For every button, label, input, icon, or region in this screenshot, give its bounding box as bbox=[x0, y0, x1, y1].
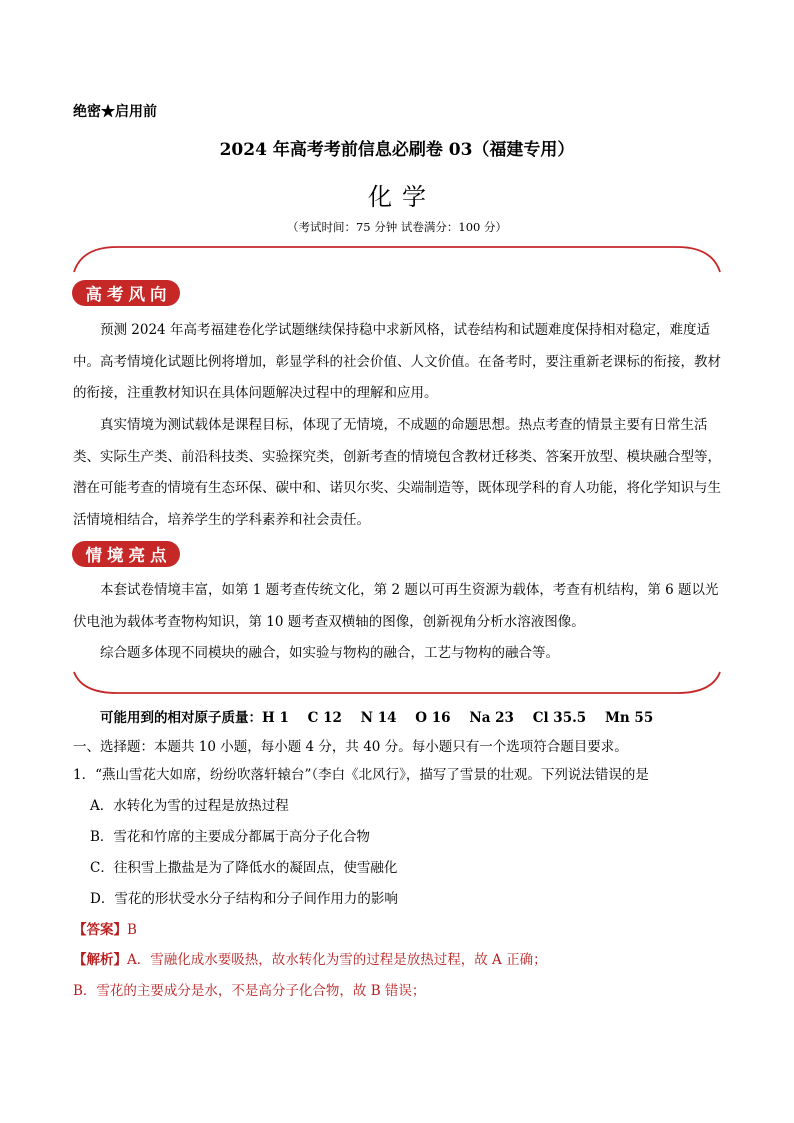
top-arc-divider bbox=[72, 244, 722, 274]
highlight-paragraph-2: 综合题多体现不同模块的融合，如实验与物构的融合，工艺与物构的融合等。 bbox=[100, 645, 559, 661]
page-title: 2024 年高考考前信息必刷卷 03（福建专用） bbox=[219, 140, 575, 160]
analysis-line-2: B．雪花的主要成分是水，不是高分子化合物，故 B 错误； bbox=[73, 983, 426, 999]
subject-title: 化学 bbox=[368, 183, 436, 211]
badge-highlight bbox=[72, 541, 180, 567]
atomic-masses: 可能用到的相对原子质量：H 1 C 12 N 14 O 16 Na 23 Cl 35.5 Mn 55 bbox=[100, 710, 654, 726]
analysis-text-1: A．雪融化成水要吸热，故水转化为雪的过程是放热过程，故 A 正确； bbox=[127, 952, 547, 968]
answer-label: 【答案】 bbox=[73, 922, 127, 938]
option-d: D．雪花的形状受水分子结构和分子间作用力的影响 bbox=[90, 891, 398, 907]
trend-paragraph-2: 真实情境为测试载体是课程目标，体现了无情境，不成题的命题思想。热点考查的情景主要有日常生活类、实际生产类、前沿科技类、实验探究类，创新考查的情境包含教材迁移类、答案开放型、模块融合型等，潜在可能考查的情境有生态环保、碳中和、诺贝尔奖、尖端制造等，既体现学科的育人功能，将化学知识与生活情境相结合，培养学生的学科素养和社会责任。 bbox=[73, 417, 721, 528]
bottom-arc-divider bbox=[72, 670, 722, 696]
badge-highlight-label: 情境亮点 bbox=[85, 546, 172, 565]
badge-trend bbox=[72, 280, 180, 306]
trend-paragraph-1: 预测 2024 年高考福建卷化学试题继续保持稳中求新风格，试卷结构和试题难度保持相对稳定，难度适中。高考情境化试题比例将增加，彰显学科的社会价值、人文价值。在备考时，要注重新老课标的衔接，教材的衔接，注重教材知识在具体问题解决过程中的理解和应用。 bbox=[73, 322, 721, 401]
analysis-line-1 bbox=[73, 948, 547, 968]
option-a: A．水转化为雪的过程是放热过程 bbox=[90, 798, 289, 814]
secret-mark: 绝密★启用前 bbox=[73, 104, 157, 120]
highlight-paragraph-1: 本套试卷情境丰富，如第 1 题考查传统文化，第 2 题以可再生资源为载体，考查有机结构，第 6 题以光伏电池为载体考查物构知识，第 10 题考查双横轴的图像，创新视角分析水溶液图像。 bbox=[73, 582, 719, 630]
answer-line bbox=[73, 918, 137, 938]
option-b: B．雪花和竹席的主要成分都属于高分子化合物 bbox=[90, 829, 370, 845]
badge-trend-label: 高考风向 bbox=[85, 285, 172, 304]
question-1-stem: 1．“燕山雪花大如席，纷纷吹落轩辕台”（李白《北风行》，描写了雪景的壮观。下列说法错误的是 bbox=[73, 767, 649, 783]
analysis-label: 【解析】 bbox=[73, 952, 127, 968]
option-c: C．往积雪上撒盐是为了降低水的凝固点，使雪融化 bbox=[90, 860, 398, 876]
exam-info: （考试时间：75 分钟 试卷满分：100 分） bbox=[286, 220, 508, 234]
answer-value: B bbox=[127, 922, 137, 938]
section-header: 一、选择题：本题共 10 小题，每小题 4 分，共 40 分。每小题只有一个选项符合题目要求。 bbox=[73, 739, 628, 755]
